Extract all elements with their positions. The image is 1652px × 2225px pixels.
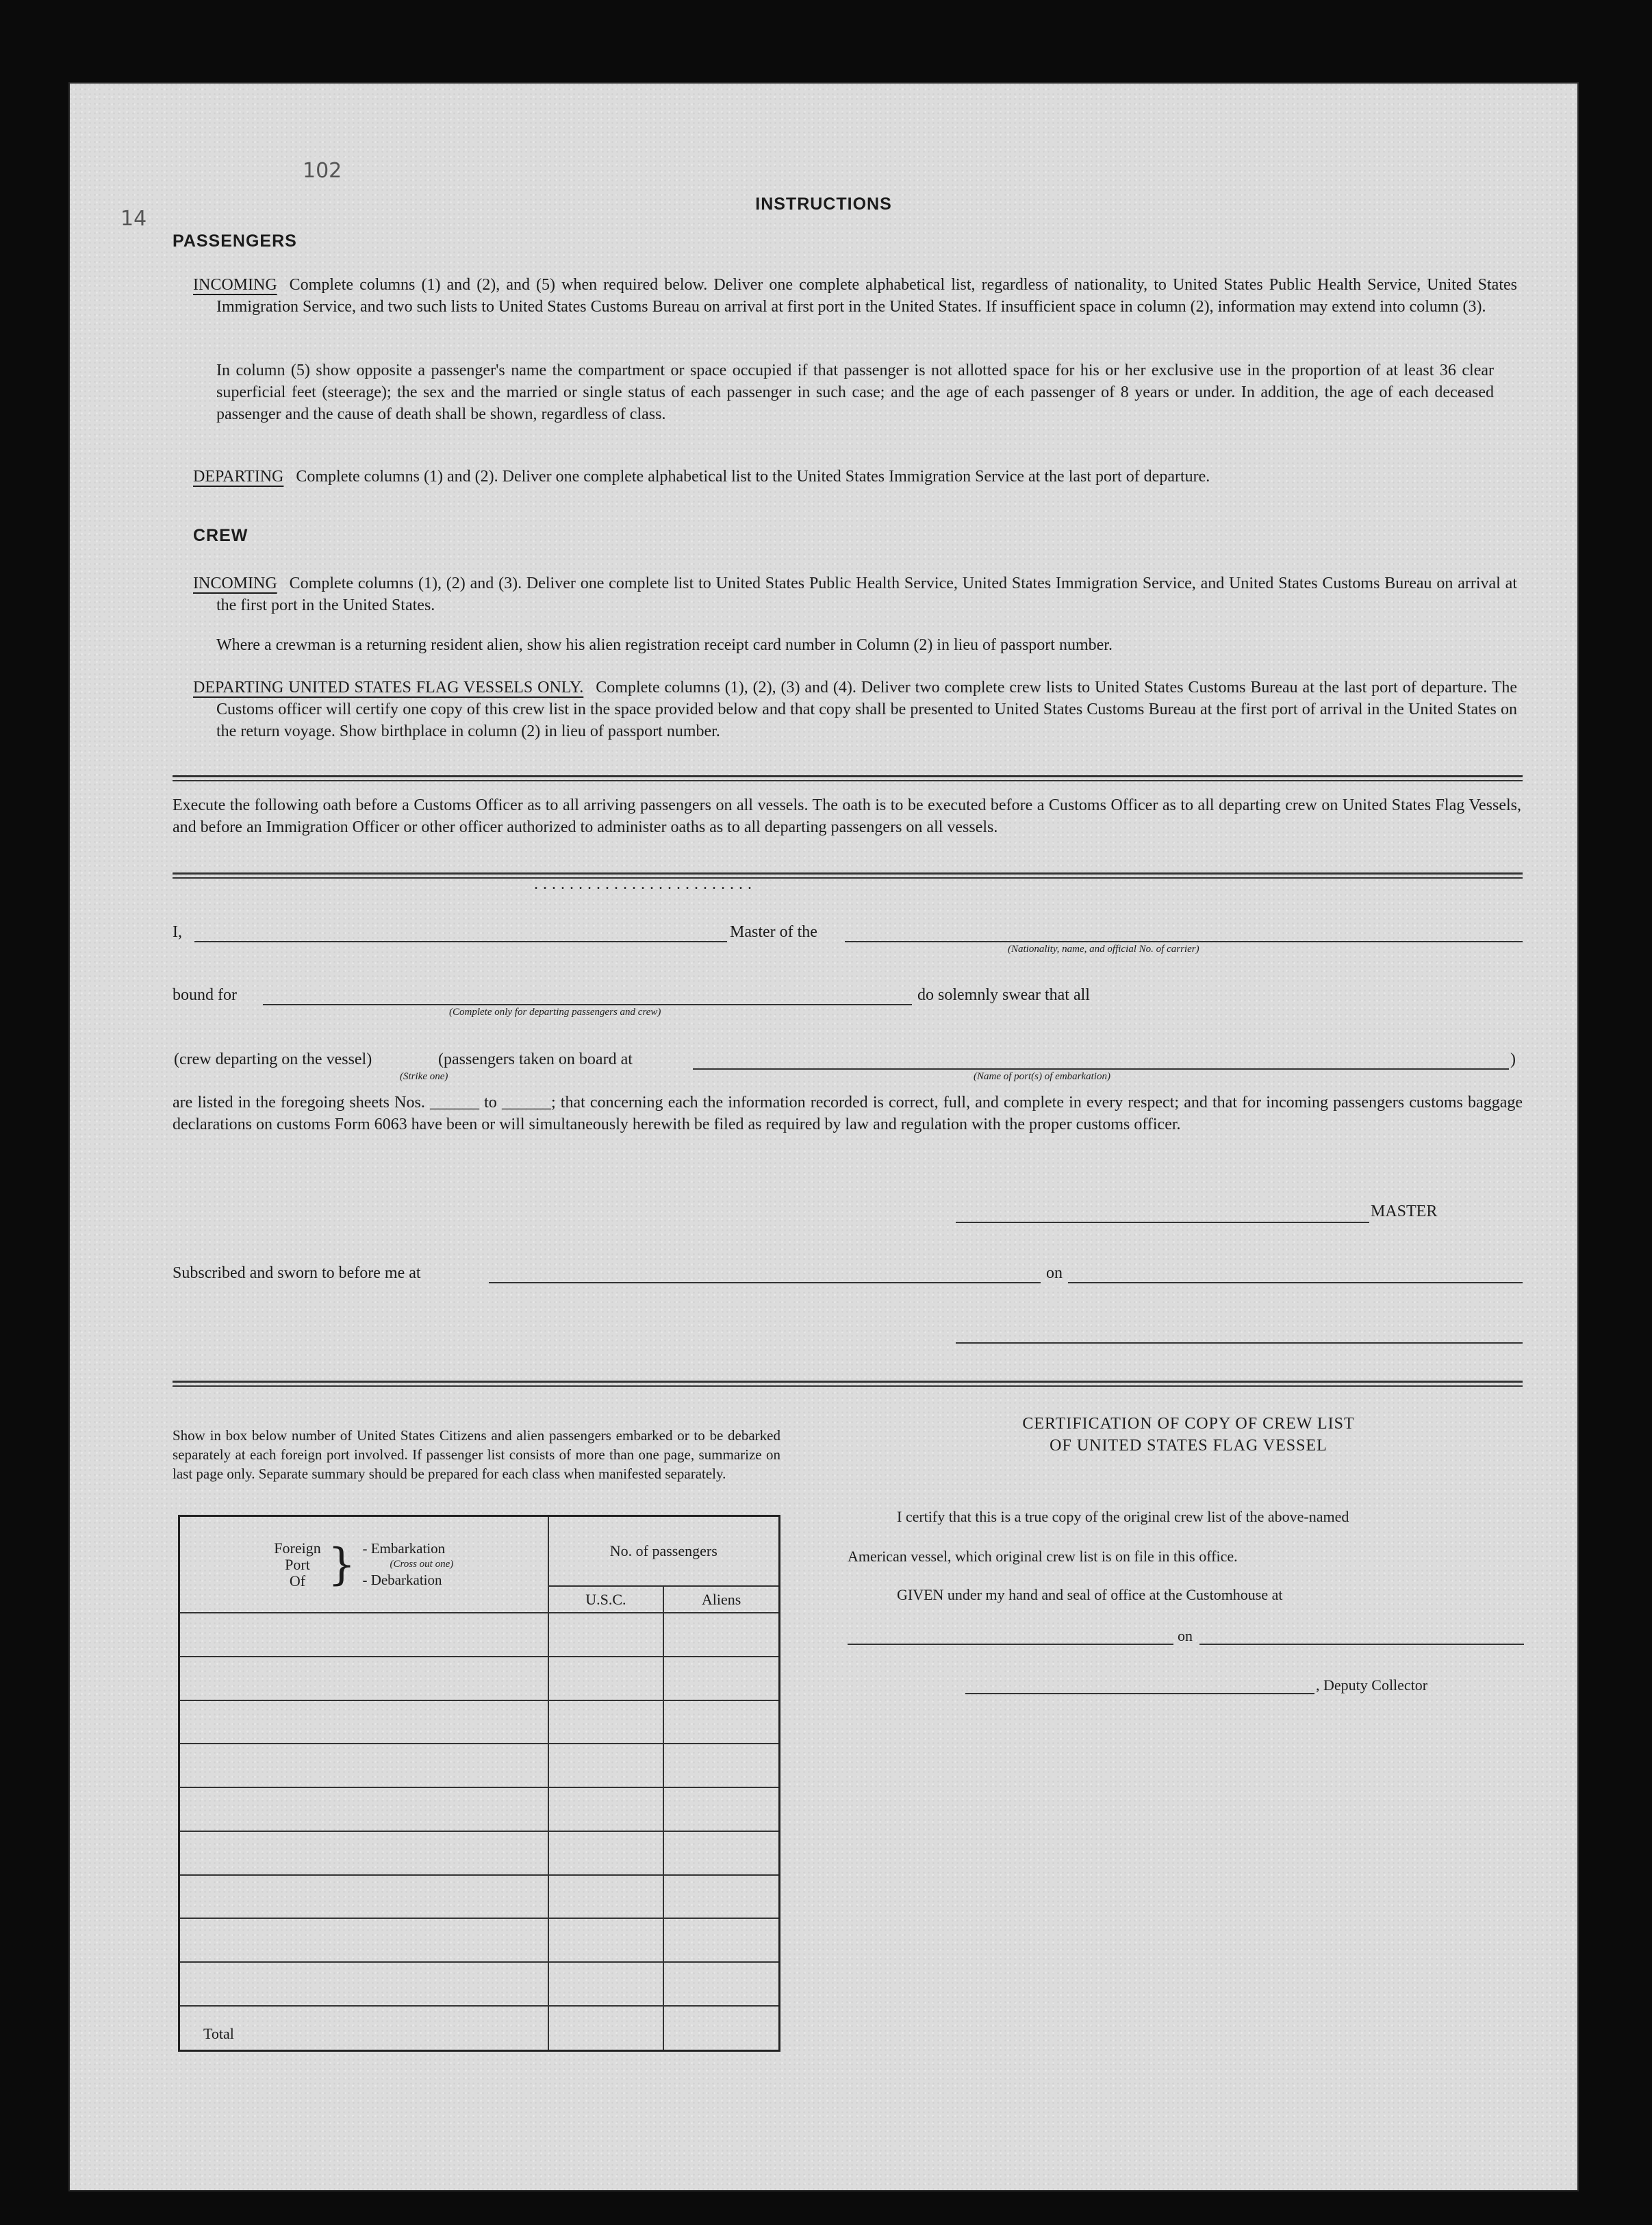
passengers-departing-paragraph: [193, 466, 1517, 488]
divider-double-1: [173, 775, 1523, 781]
usc-total-cell[interactable]: [548, 2006, 664, 2051]
aliens-header: Aliens: [663, 1586, 779, 1613]
subscribed-label: Subscribed and sworn to before me at: [173, 1264, 421, 1282]
certify-line-1: I certify that this is a true copy of the original crew list of the above-named: [897, 1508, 1349, 1525]
bound-for-caption: (Complete only for departing passengers and crew): [449, 1007, 661, 1018]
deputy-collector-signature-field[interactable]: [965, 1693, 1314, 1694]
crew-incoming-paragraph: [193, 573, 1517, 616]
deputy-collector-label: , Deputy Collector: [1316, 1676, 1428, 1694]
master-signature-field[interactable]: [956, 1222, 1369, 1223]
oath-intro: Execute the following oath before a Customs Officer as to all arriving passengers on all vessels. The oath is to be executed before a Customs Officer as to all departing crew on United States Flag Vessels, and before an Immigration Officer or other officer authorized to administer oaths as to all departing passengers on all vessels.: [173, 796, 1521, 836]
usc-cell[interactable]: [548, 1962, 664, 2006]
usc-cell[interactable]: [548, 1744, 664, 1787]
usc-header: U.S.C.: [548, 1586, 664, 1613]
usc-cell[interactable]: [548, 1875, 664, 1919]
listed-paragraph: are listed in the foregoing sheets Nos. ______ to ______; that concerning each the information recorded is correct, full, and complete in every respect; and that for incoming passengers customs baggage declarations on customs Form 6063 have been or will simultaneously herewith be filed as required by law and regulation with the proper customs officer.: [173, 1094, 1523, 1133]
port-cell[interactable]: [179, 1831, 548, 1875]
port-cell[interactable]: [179, 1613, 548, 1657]
port-cell[interactable]: [179, 1744, 548, 1787]
debarkation-option[interactable]: - Debarkation: [362, 1572, 442, 1589]
foreign-port-header: [179, 1516, 548, 1613]
crew-departing-lead: DEPARTING UNITED STATES FLAG VESSELS ONLY.: [193, 679, 584, 696]
carrier-field[interactable]: [845, 941, 1523, 942]
crew-departing-paragraph: [193, 677, 1517, 742]
aliens-cell[interactable]: [663, 1787, 779, 1831]
certify-line-2: American vessel, which original crew list is on file in this office.: [848, 1548, 1238, 1565]
passengers-taken-option[interactable]: (passengers taken on board at: [438, 1051, 633, 1068]
certification-title-1: CERTIFICATION OF COPY OF CREW LIST: [1022, 1415, 1355, 1433]
total-label: Total: [179, 2006, 548, 2051]
certification-date-field[interactable]: [1199, 1644, 1524, 1645]
aliens-cell[interactable]: [663, 1700, 779, 1744]
usc-cell[interactable]: [548, 1787, 664, 1831]
sworn-on-label: on: [1046, 1264, 1063, 1282]
aliens-cell[interactable]: [663, 1875, 779, 1919]
crew-incoming-lead: INCOMING: [193, 575, 277, 592]
crew-departing-text: Complete columns (1), (2), (3) and (4). Deliver two complete crew lists to United States Customs Bureau at the last port of departure. The Customs officer will certify one copy of this crew list in the space provided below and that copy shall be presented to United States Customs Bureau at the first port of arrival in the United States on the return voyage. Show birthplace in column (2) in lieu of passport number.: [216, 679, 1517, 740]
certification-on-label: on: [1178, 1627, 1193, 1644]
aliens-cell[interactable]: [663, 1918, 779, 1962]
close-paren: ): [1510, 1051, 1516, 1068]
usc-cell[interactable]: [548, 1831, 664, 1875]
bound-for-label: bound for: [173, 986, 237, 1004]
handwritten-margin-number: 14: [120, 207, 147, 231]
summary-instructions: Show in box below number of United States Citizens and alien passengers embarked or to be debarked separately at each foreign port involved. If passenger list consists of more than one page, summarize on last page only. Separate summary should be prepared for each class when manifested separately.: [173, 1427, 780, 1482]
brace-glyph: }: [327, 1539, 356, 1590]
handwritten-page-number: 102: [303, 159, 342, 183]
crew-departing-option[interactable]: (crew departing on the vessel): [174, 1051, 372, 1068]
crew-incoming-text: Complete columns (1), (2) and (3). Deliver one complete list to United States Public Health Service, United States Immigration Service, and United States Customs Bureau on arrival at the first port in the United States.: [216, 575, 1517, 614]
carrier-caption: (Nationality, name, and official No. of carrier): [1008, 944, 1199, 955]
divider-double-3: [173, 1381, 1523, 1387]
cross-out-one-caption: (Cross out one): [390, 1559, 454, 1570]
embarkation-option[interactable]: - Embarkation: [362, 1540, 446, 1557]
passengers-incoming-paragraph: [193, 274, 1517, 318]
crew-alien-paragraph: Where a crewman is a returning resident alien, show his alien registration receipt card number in Column (2) in lieu of passport number.: [216, 636, 1113, 654]
port-cell[interactable]: [179, 1787, 548, 1831]
master-of-the-label: Master of the: [730, 923, 817, 941]
aliens-cell[interactable]: [663, 1657, 779, 1700]
officer-signature-field[interactable]: [956, 1342, 1523, 1344]
port-cell[interactable]: [179, 1962, 548, 2006]
port-cell[interactable]: [179, 1700, 548, 1744]
given-line: GIVEN under my hand and seal of office at the Customhouse at: [897, 1586, 1283, 1603]
passengers-incoming-text: Complete columns (1) and (2), and (5) when required below. Deliver one complete alphabetical list, regardless of nationality, to United States Public Health Service, United States Immigration Service, and two such lists to United States Customs Bureau on arrival at first port in the United States. If insufficient space in column (2), information may extend into column (3).: [216, 276, 1517, 316]
strike-one-caption: (Strike one): [400, 1071, 448, 1082]
passengers-incoming-lead: INCOMING: [193, 276, 277, 294]
port-label: Port: [285, 1555, 310, 1573]
passengers-departing-lead: DEPARTING: [193, 468, 284, 486]
swear-label: do solemnly swear that all: [917, 986, 1090, 1004]
instructions-title: INSTRUCTIONS: [755, 194, 892, 214]
customhouse-field[interactable]: [848, 1644, 1173, 1645]
port-caption: (Name of port(s) of embarkation): [974, 1071, 1110, 1082]
no-of-passengers-header: No. of passengers: [548, 1516, 780, 1587]
aliens-cell[interactable]: [663, 1744, 779, 1787]
divider-double-2: [173, 872, 1523, 879]
dotted-line: .........................: [534, 875, 757, 893]
passengers-departing-text: Complete columns (1) and (2). Deliver one complete alphabetical list to the United States Immigration Service at the last port of departure.: [296, 468, 1210, 486]
form-sheet: [68, 82, 1579, 2191]
embarkation-port-field[interactable]: [693, 1068, 1509, 1070]
passengers-heading: PASSENGERS: [173, 231, 297, 251]
usc-cell[interactable]: [548, 1657, 664, 1700]
i-label: I,: [173, 923, 182, 941]
usc-cell[interactable]: [548, 1613, 664, 1657]
master-name-field[interactable]: [194, 941, 727, 942]
passenger-summary-table: [178, 1515, 780, 2052]
certification-title-2: OF UNITED STATES FLAG VESSEL: [1050, 1437, 1327, 1455]
sworn-place-field[interactable]: [489, 1282, 1041, 1283]
foreign-label: Foreign: [274, 1539, 321, 1557]
aliens-cell[interactable]: [663, 1962, 779, 2006]
usc-cell[interactable]: [548, 1918, 664, 1962]
port-cell[interactable]: [179, 1918, 548, 1962]
aliens-cell[interactable]: [663, 1831, 779, 1875]
master-label: MASTER: [1371, 1203, 1438, 1220]
of-label: Of: [289, 1572, 306, 1589]
port-cell[interactable]: [179, 1657, 548, 1700]
port-cell[interactable]: [179, 1875, 548, 1919]
aliens-total-cell[interactable]: [663, 2006, 779, 2051]
usc-cell[interactable]: [548, 1700, 664, 1744]
bound-for-field[interactable]: [263, 1004, 912, 1005]
crew-heading: CREW: [193, 526, 249, 545]
aliens-cell[interactable]: [663, 1613, 779, 1657]
sworn-date-field[interactable]: [1068, 1282, 1523, 1283]
passengers-column5-paragraph: In column (5) show opposite a passenger's name the compartment or space occupied if that passenger is not allotted space for his or her exclusive use in the proportion of at least 36 clear superficial feet (steerage); the sex and the married or single status of each passenger in such case; and the age of each passenger of 8 years or under. In addition, the age of each deceased passenger and the cause of death shall be shown, regardless of class.: [216, 362, 1494, 423]
